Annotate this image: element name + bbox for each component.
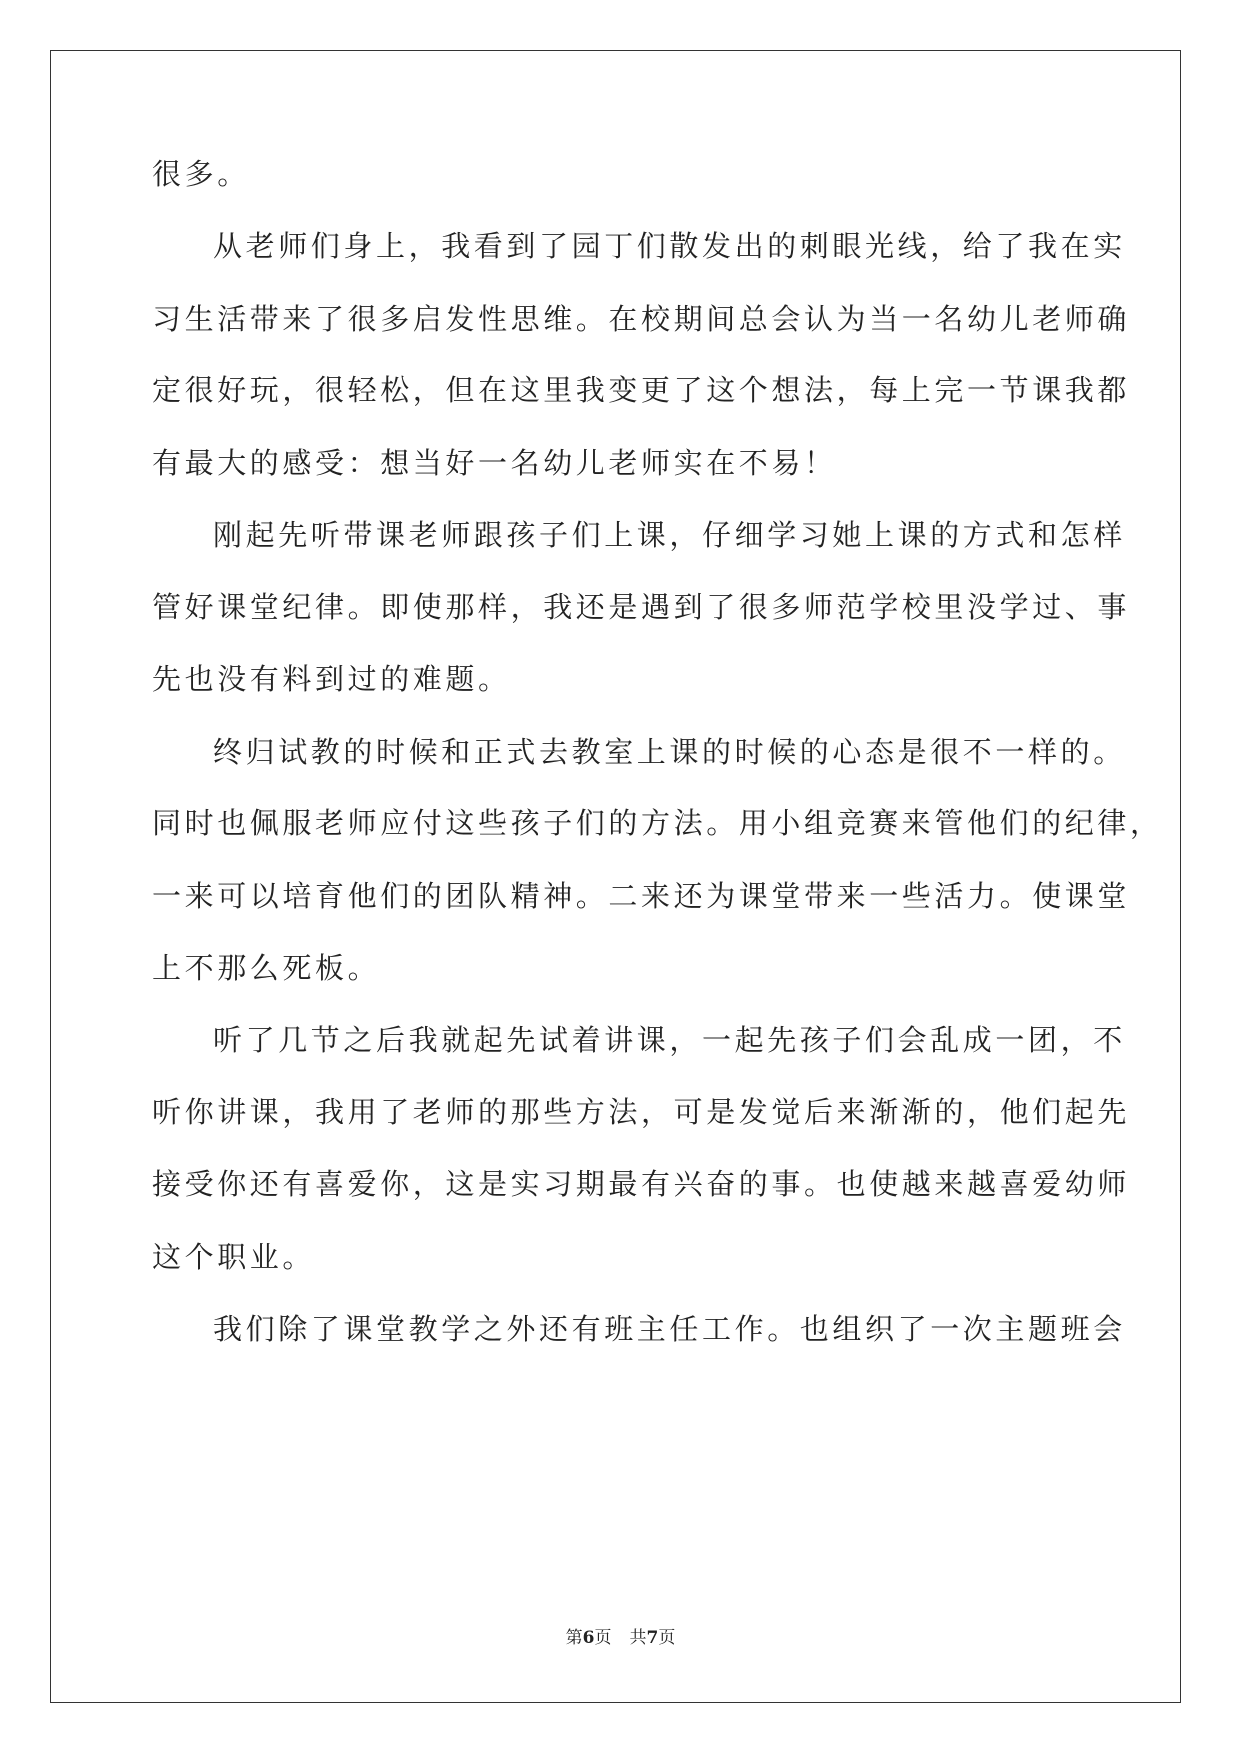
total-pages-unit: 页 xyxy=(658,1628,676,1648)
paragraph-start-line: 刚起先听带课老师跟孩子们上课，仔细学习她上课的方式和怎样 xyxy=(213,518,1126,552)
text-line: 很多。 xyxy=(152,157,250,191)
text-line: 接受你还有喜爱你，这是实习期最有兴奋的事。也使越来越喜爱幼师 xyxy=(152,1167,1131,1201)
current-page-number: 6 xyxy=(582,1628,595,1648)
total-page-number: 7 xyxy=(646,1628,659,1648)
text-line: 习生活带来了很多启发性思维。在校期间总会认为当一名幼儿老师确 xyxy=(152,302,1131,336)
paragraph-start-line: 从老师们身上，我看到了园丁们散发出的刺眼光线，给了我在实 xyxy=(213,229,1126,263)
text-line: 一来可以培育他们的团队精神。二来还为课堂带来一些活力。使课堂 xyxy=(152,879,1131,913)
text-line: 定很好玩，很轻松，但在这里我变更了这个想法，每上完一节课我都 xyxy=(152,373,1131,407)
page-number-unit: 页 xyxy=(594,1628,612,1648)
paragraph-start-line: 我们除了课堂教学之外还有班主任工作。也组织了一次主题班会 xyxy=(213,1312,1126,1346)
page-footer xyxy=(0,1626,1241,1650)
total-pages-prefix: 共 xyxy=(629,1628,647,1648)
text-line: 听你讲课，我用了老师的那些方法，可是发觉后来渐渐的，他们起先 xyxy=(152,1095,1131,1129)
paragraph-start-line: 终归试教的时候和正式去教室上课的时候的心态是很不一样的。 xyxy=(213,735,1126,769)
paragraph-start-line: 听了几节之后我就起先试着讲课，一起先孩子们会乱成一团，不 xyxy=(213,1023,1126,1057)
text-line: 上不那么死板。 xyxy=(152,951,381,985)
page-number-prefix: 第 xyxy=(565,1628,583,1648)
text-line: 同时也佩服老师应付这些孩子们的方法。用小组竞赛来管他们的纪律， xyxy=(152,806,1163,840)
text-line: 这个职业。 xyxy=(152,1240,316,1274)
text-line: 管好课堂纪律。即使那样，我还是遇到了很多师范学校里没学过、事 xyxy=(152,590,1131,624)
text-line: 有最大的感受：想当好一名幼儿老师实在不易！ xyxy=(152,446,837,480)
text-line: 先也没有料到过的难题。 xyxy=(152,662,511,696)
